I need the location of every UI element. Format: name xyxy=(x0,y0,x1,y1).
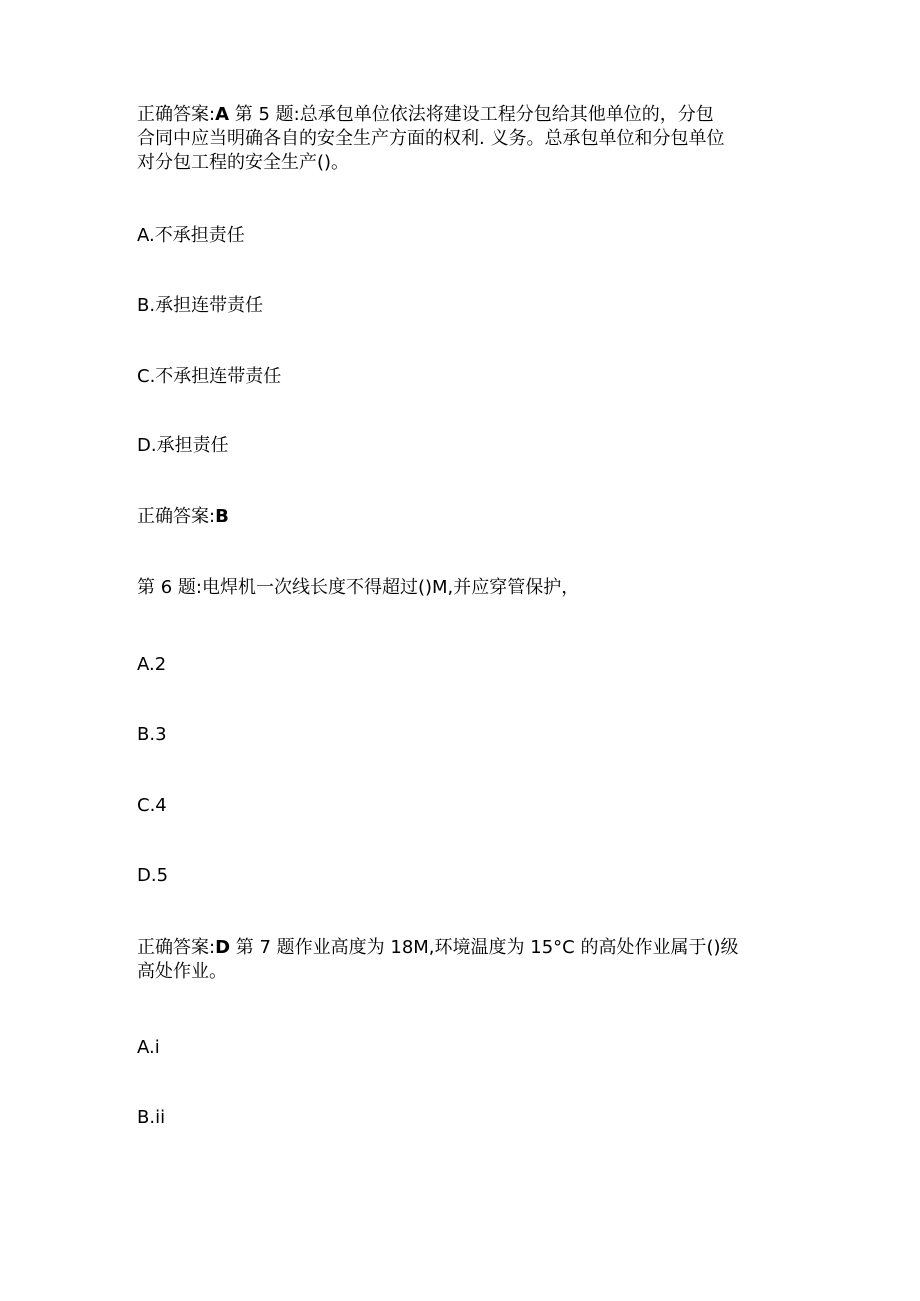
question-6-answer-value: D xyxy=(215,937,231,958)
question-7-stem-part-1: 第 7 题作业高度为 18M,环境温度为 15°C 的高处作业属于()级 xyxy=(230,937,739,958)
answer-label: 正确答案: xyxy=(137,506,216,527)
question-7-option-b: B.ii xyxy=(137,1107,166,1128)
question-6-option-c: C.4 xyxy=(137,795,167,816)
question-5-line-2: 合同中应当明确各自的安全生产方面的权利. 义务。总承包单位和分包单位 xyxy=(137,128,725,149)
question-6-option-b: B.3 xyxy=(137,724,167,745)
question-6-option-d: D.5 xyxy=(137,865,169,886)
question-5-line-3: 对分包工程的安全生产()。 xyxy=(137,152,350,173)
answer-label: 正确答案: xyxy=(137,937,216,958)
previous-answer-value: A xyxy=(215,104,230,125)
question-5-option-c: C.不承担连带责任 xyxy=(137,366,282,387)
question-5-text xyxy=(137,103,787,175)
answer-label: 正确答案: xyxy=(137,104,216,125)
question-7-text xyxy=(137,936,787,984)
question-5-option-b: B.承担连带责任 xyxy=(137,295,264,316)
question-6-option-a: A.2 xyxy=(137,654,167,675)
question-5-answer xyxy=(137,505,787,529)
question-7-line-1 xyxy=(137,936,787,960)
question-5-option-d: D.承担责任 xyxy=(137,435,229,456)
question-5-option-a: A.不承担责任 xyxy=(137,225,245,246)
question-5-stem-part-1: 第 5 题:总承包单位依法将建设工程分包给其他单位的，分包 xyxy=(229,104,714,125)
question-5-answer-value: B xyxy=(215,506,229,527)
question-5-line-1 xyxy=(137,103,787,127)
question-6-text: 第 6 题:电焊机一次线长度不得超过()M,并应穿管保护， xyxy=(137,577,580,598)
question-7-line-2: 高处作业。 xyxy=(137,961,227,982)
question-7-option-a: A.i xyxy=(137,1037,160,1058)
